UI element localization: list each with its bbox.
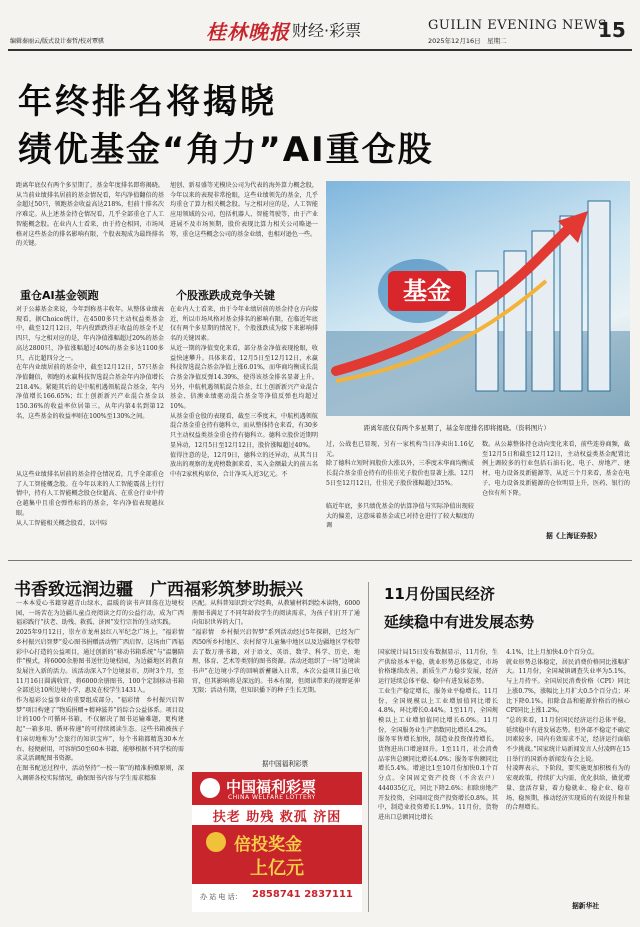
lottery-hotline: 2858741 2837111	[252, 889, 353, 900]
lottery-name: 中国福利彩票	[226, 778, 317, 796]
article1-source: 据《上海证券报》	[546, 532, 601, 540]
paper-logo: 桂林晚报	[206, 20, 290, 44]
article3-headline-line2: 延续稳中有进发展态势	[384, 613, 535, 631]
article2-headline: 书香致远润边疆 广西福彩筑梦助振兴	[14, 580, 303, 600]
coin-icon	[206, 832, 226, 852]
fund-photo	[326, 181, 630, 416]
header-rule	[8, 49, 632, 51]
page-number: 15	[598, 18, 626, 42]
article1-col2: 在业内人士看来，由于今年业绩居前的基金持仓方向接近，所以市场风格对基金排名的影响有限，在临近年底仅有两个多星期的情况下，个股涨跌成为接下来影响排名的关键因素。 从近一期的净值变化来看，部分基金净值表现抢眼，收益快速攀升。具体来看，12月5日至12月12日，永赢科技智选混合基金净值上涨6.01%，而华商均衡成长混合基金净值反弹14.39%，使得该基金排名显著上升。另外，中航机遇领航混合基金、红土创新新兴产业混合基金、信澳业绩驱动混合基金等净值反弹也均超过10%。 从基金重仓股的表现看，截至三季度末，中航机遇领航混合基金重仓持有德科立，而从整体持仓来看，有30多只主动权益类基金重仓持有德科立。德科立股价近期明显异动，12月5日至12月12日，股价涨幅超过40%。 值得注意的是，12月9日，德科立的还异动，从其当日放出的观察的龙虎榜数据来看，买入金额最大的前五名中有2家机构席位，合计净买入近3亿元。不	[170, 306, 318, 478]
section-title: 财经·彩票	[292, 21, 362, 40]
issue-date: 2025年12月16日 星期二	[428, 37, 507, 45]
photo-caption: 距离年底仅有两个多星期了，基金年度排名即将揭晓。（资料图片）	[364, 425, 550, 432]
article3-col1: 国家统计局15日发布数据显示，11月份，生产供给基本平稳，就业形势总体稳定，市场价格继续改善，新质生产力稳步发展，经济运行延续总体平稳、稳中有进发展态势。 工业生产稳定增长，服务业平稳增长。11月份，全国规模以上工业增加值同比增长4.8%，环比增长0.44%。1至11月，全国规模以上工业增加值同比增长6.0%。11月份，全国服务业生产指数同比增长4.2%。 服务零售增长加快，制造业投资保持增长。货物进出口增速回升。1至11月，社会消费品零售总额同比增长4.0%；服务零售额同比增长5.4%。增速比1至10月份加快0.1个百分点。全国固定资产投资（不含农户）444035亿元，同比下降2.6%；扣除房地产开发投资，全国固定资产投资增长0.8%。其中，制造业投资增长1.9%。11月份，货物进出口总额同比增长	[378, 649, 498, 821]
lottery-name-en: CHINA WELFARE LOTTERY	[228, 794, 316, 801]
lottery-logo-icon	[200, 778, 220, 798]
paper-english-name: GUILIN EVENING NEWS	[428, 18, 608, 33]
headline-line1: 年终排名将揭晓	[18, 82, 277, 122]
lottery-promo: 倍投奖金	[234, 835, 302, 855]
article1-col4: 数。从公募整体持仓动向变化来看，前些连券商频，截至12月5日和截至12月12日，主动权益类基金配置比例上调较多的行业包括石油石化、电子、房地产、建材、电力设备及新能源等，从近三个月来看，基金在电子、电力设备及新能源的仓位明显上升，医药、银行的仓位有所下降。	[482, 441, 630, 497]
section-divider	[8, 560, 632, 561]
subhead-ai-funds: 重仓AI基金领跑	[20, 289, 99, 302]
article2-left: 一本本爱心书籍穿越青山绿水，温暖的读书声回荡在边境校园，一场苦在为边疆儿童点亮阅读之灯的公益行动，成为广西福彩践行“扶老、助残、救孤、济困”发行宗旨的生动实践。 2025年9月12日，崇左市龙州县红八军纪念广场上，“福彩情 乡村振兴启智梦”爱心图书捐赠活动暨广西启智、这场由广西福彩中心打造的公益项目，通过创新的“移动书箱系统”与“温馨陪伴”模式，将6000余册图书送往边境校园，为边疆地区的教育发展注入新的活力。该活动深入7个边境县市，历时3个月，至11月16日圆满收官，将6000余册图书、100个定制移动书箱全部送达10所边境小学，惠及在校学生1431人。 作为福彩公益事业的重要组成部分，“福彩情 乡村振兴启智梦”项目构建了“物质捐赠+精神滋养”的综合公益体系。项目设计的100个可循环书箱，不仅解决了图书运输难题，更构建起“一箱多用、循环传递”的可持续阅读生态。这些书箱被孩子们亲切地称为“会旅行的知识宝库”，每个书箱都精选30本左右、轻便耐用，可容纳50至60本书籍，能够根据不同学校的需求灵活调配图书资源。 在图书配送过程中，活动坚持“一校一策”的精准捐赠原则，深入调研各校实际情况，确保图书内容与学生需求精准	[16, 600, 184, 782]
lottery-ad	[192, 772, 362, 912]
article2-right: 匹配。从科普知识到文学经典，从教辅材料到绘本读物，6000册图书满足了不同年龄段学生的阅读需求，为孩子们打开了通向知识世界的大门。 “福彩情 乡村振兴启智梦”系列活动经过5年探耕，已经为广西50所乡村地区、农村留守儿童集中地区以及边疆地区学校带去了数万册书籍，对于语文、英语、数学、科学、历史、地理、体育、艺术等类别的图书资源。活动还组织了一场“边境读书声”在边境小学的回响新蓄融入日常，本次公益项目虽已收官，但其影响将是深远的。书本有限，但阅读带来的视野延伸无限；活动有期，但知识播下的种子生长无期。	[192, 600, 360, 695]
article1-intro: 距离年底仅有两个多星期了，基金年度排名即将揭晓。从当前业绩排名居前的基金情况看，年内净值翻倍的基金超过50只，领跑基金收益高达218%，但前十排名次序难定。从上述基金持仓情况看，几乎全部重仓了人工智能概念股。在业内人士看来，由于持仓相同，市场风格对这些基金的排名影响有限，个股表现成为最终排名的关键。	[16, 182, 164, 248]
article2-source: 据中国福利彩票	[262, 760, 309, 768]
article1-col3: 过，公战也已显现，另有一家机构当日净卖出1.16亿元。 除了德科立短时间股价大涨以外，三季度末华商均衡成长混合基金重仓持有的佳佳光子股价也显著上涨。12月5日至12月12日，仕佳光子股价涨幅超过35%。	[326, 441, 474, 487]
lottery-promo-amount: 上亿元	[250, 858, 304, 879]
article3-col2: 4.1%，比上月加快4.0个百分点。 就业形势总体稳定，居民消费价格同比涨幅扩大。11月份，全国城镇调查失业率为5.1%，与上月持平。全国居民消费价格（CPI）同比上涨0.7%，涨幅比上月扩大0.5个百分点；环比下降0.1%。扣除食品和能源价格后的核心CPI同比上涨1.2%。 “总的来看，11月份国民经济运行总体平稳，延续稳中有进发展态势。但外部不稳定不确定因素较多，国内有效需求不足，经济运行面临不少挑战。”国家统计局新闻发言人付凌晖在15日举行的国新办新闻发布会上说。 付凌晖表示，下阶段，要实施更加积极有为的宏观政策，持续扩大内需、优化供给，做优增量、盘活存量，着力稳就业、稳企业、稳市场、稳预期，推动经济实现质的有效提升和量的合理增长。	[506, 649, 630, 812]
headline-line2: 绩优基金“角力”AI重仓股	[18, 130, 434, 170]
article1-col3-cont: 临近年底，多只绩优基金的估算净值与实际净值出现较大的偏差，这意味着基金或已对持仓进行了较大幅度的调	[326, 503, 474, 530]
article1-col2-top: 旭创、新易盛等光模块公司为代表的海外算力概念股，今年以来的表现非常抢眼，这些业绩领先的基金，几乎均重仓了算力相关概念股。与之相对应的是，人工智能应用领域的公司，包括机器人、智能驾驶等，由于产业进展不及市场预期，股价表现比算力相关公司略逊一筹，重仓这些概念公司的基金业绩，也相对逊色一些。	[170, 182, 318, 238]
lottery-hotline-label: 办 站 电 话：	[200, 893, 242, 901]
editors-credit: 编辑秦丽云/版式设计秦哲/校对覃骐	[10, 38, 105, 45]
article3-headline-line1: 11月份国民经济	[384, 585, 495, 603]
article1-col1: 对于公募基金来说，今年到称基丰收年。从整体业绩表现看，据Choice统计，在4500多只主动权益类基金中，截至12月12日，年内役跌跌得正收益的基金不足四只，与之相对应的是，年内净值涨幅超过20%的基金高达2800只，净值涨幅超过40%的基金多达1100多只，占比超四分之一。 在年内业绩居前的基金中，截至12月12日，57只基金净值翻倍，领跑的永赢科技智选混合基金年内净值增长218.4%。紧随其后的是中航机遇领航混合基金，年内净值增长166.65%；红土创新新兴产业混合基金以150.36%的收益率位居第三。从年内第4名到第12名，这些基金的收益率则在100%至130%之间。	[16, 306, 164, 420]
column-rule	[368, 582, 369, 912]
article1-col1-cont: 从这些业绩排名居前的基金持仓情况看，几乎全部重仓了人工智能概念股。在今年以来的人工智能震荡上行行情中，持有人工智能概念股仓位超高、在重仓行业中持仓越集中且重仓弹性标的的基金，年内净值表现越拉眼。 从人工智能相关概念股看，以中际	[16, 471, 164, 527]
lottery-slogan: 扶老 助残 救孤 济困	[212, 810, 342, 825]
article3-source: 据新华社	[572, 902, 600, 910]
fund-photo-graphic	[326, 181, 630, 416]
subhead-stock-competition: 个股涨跌成竞争关键	[176, 289, 275, 302]
fund-photo-label: 基金	[388, 271, 466, 311]
